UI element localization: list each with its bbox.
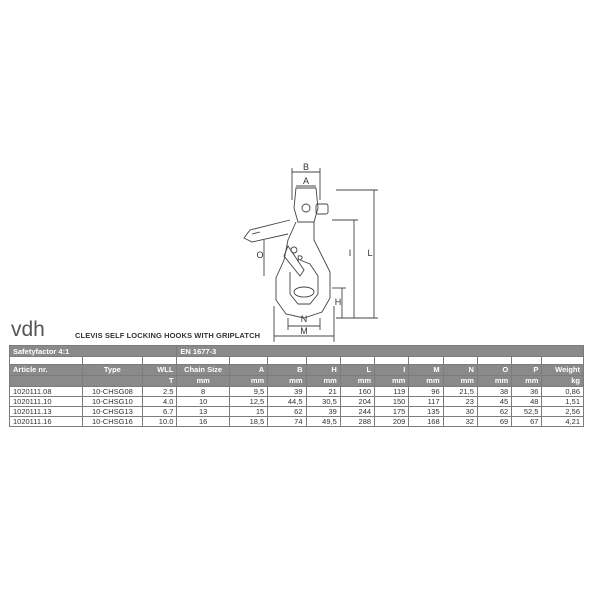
table-cell: 244 [340, 407, 374, 417]
table-cell: 117 [409, 397, 443, 407]
table-cell: 1020111.13 [10, 407, 83, 417]
table-cell: 36 [512, 387, 542, 397]
table-cell: 10-CHSG13 [82, 407, 143, 417]
column-header: N [443, 365, 477, 376]
header-row [10, 365, 584, 376]
table-cell: 8 [177, 387, 229, 397]
column-unit: mm [443, 376, 477, 387]
table-cell: 150 [375, 397, 409, 407]
table-cell: 2.5 [143, 387, 177, 397]
table-cell: 1020111.10 [10, 397, 83, 407]
label-p: P [296, 254, 304, 264]
table-cell: 16 [177, 417, 229, 427]
label-n: N [300, 314, 308, 324]
table-cell: 62 [477, 407, 511, 417]
table-cell: 10-CHSG08 [82, 387, 143, 397]
table-cell: 6.7 [143, 407, 177, 417]
table-cell: 74 [268, 417, 306, 427]
column-header: B [268, 365, 306, 376]
table-cell: 32 [443, 417, 477, 427]
column-unit: T [143, 376, 177, 387]
table-cell: 288 [340, 417, 374, 427]
column-unit: mm [477, 376, 511, 387]
table-cell: 96 [409, 387, 443, 397]
table-cell: 4,21 [542, 417, 584, 427]
hook-technical-drawing [230, 160, 380, 342]
column-header: L [340, 365, 374, 376]
table-row [10, 387, 584, 397]
column-header: Article nr. [10, 365, 83, 376]
table-cell: 119 [375, 387, 409, 397]
table-cell: 30 [443, 407, 477, 417]
table-cell: 44,5 [268, 397, 306, 407]
table-cell: 39 [306, 407, 340, 417]
table-cell: 15 [229, 407, 267, 417]
table-cell: 1,51 [542, 397, 584, 407]
column-unit: mm [177, 376, 229, 387]
table-cell: 10-CHSG10 [82, 397, 143, 407]
column-unit: mm [340, 376, 374, 387]
column-header: WLL [143, 365, 177, 376]
table-cell: 204 [340, 397, 374, 407]
column-header: H [306, 365, 340, 376]
table-cell: 2,56 [542, 407, 584, 417]
column-header: I [375, 365, 409, 376]
table-cell: 135 [409, 407, 443, 417]
column-unit: mm [306, 376, 340, 387]
spacer-row [10, 357, 584, 365]
table-row [10, 397, 584, 407]
table-cell: 62 [268, 407, 306, 417]
column-unit: kg [542, 376, 584, 387]
standard: EN 1677-3 [177, 346, 584, 357]
label-a: A [302, 176, 310, 186]
unit-row [10, 376, 584, 387]
safety-band-row [10, 346, 584, 357]
document-title: CLEVIS SELF LOCKING HOOKS WITH GRIPLATCH [75, 331, 261, 340]
label-b: B [302, 162, 310, 172]
table-cell: 168 [409, 417, 443, 427]
table-cell: 45 [477, 397, 511, 407]
column-header: M [409, 365, 443, 376]
column-unit: mm [512, 376, 542, 387]
table-cell: 38 [477, 387, 511, 397]
griplatch-lever [244, 220, 290, 242]
table-cell: 12,5 [229, 397, 267, 407]
table-cell: 10-CHSG16 [82, 417, 143, 427]
label-m: M [300, 326, 308, 336]
table-cell: 209 [375, 417, 409, 427]
column-unit [10, 376, 83, 387]
column-unit: mm [268, 376, 306, 387]
label-i: I [348, 248, 352, 258]
column-header: P [512, 365, 542, 376]
table-cell: 18,5 [229, 417, 267, 427]
table-cell: 21 [306, 387, 340, 397]
label-l: L [367, 248, 373, 258]
column-header: O [477, 365, 511, 376]
column-unit: mm [229, 376, 267, 387]
column-header: A [229, 365, 267, 376]
table-cell: 39 [268, 387, 306, 397]
column-header: Type [82, 365, 143, 376]
clevis-body [294, 188, 318, 222]
column-unit [82, 376, 143, 387]
column-header: Weight [542, 365, 584, 376]
table-cell: 4.0 [143, 397, 177, 407]
column-unit: mm [375, 376, 409, 387]
table-cell: 69 [477, 417, 511, 427]
table-cell: 160 [340, 387, 374, 397]
table-cell: 13 [177, 407, 229, 417]
brand-logo: vdh [11, 318, 45, 341]
table-cell: 10 [177, 397, 229, 407]
table-cell: 48 [512, 397, 542, 407]
table-cell: 175 [375, 407, 409, 417]
safety-factor: Safetyfactor 4:1 [10, 346, 177, 357]
table-cell: 21,5 [443, 387, 477, 397]
table-row [10, 407, 584, 417]
table-cell: 1020111.16 [10, 417, 83, 427]
table-cell: 52,5 [512, 407, 542, 417]
label-o: O [256, 250, 264, 260]
column-header: Chain Size [177, 365, 229, 376]
table-row [10, 417, 584, 427]
table-cell: 30,5 [306, 397, 340, 407]
label-h: H [334, 297, 342, 307]
table-cell: 0,86 [542, 387, 584, 397]
specification-table [9, 345, 584, 427]
column-unit: mm [409, 376, 443, 387]
table-cell: 49,5 [306, 417, 340, 427]
table-cell: 1020111.08 [10, 387, 83, 397]
table-cell: 67 [512, 417, 542, 427]
table-cell: 23 [443, 397, 477, 407]
table-cell: 9,5 [229, 387, 267, 397]
table-cell: 10.0 [143, 417, 177, 427]
